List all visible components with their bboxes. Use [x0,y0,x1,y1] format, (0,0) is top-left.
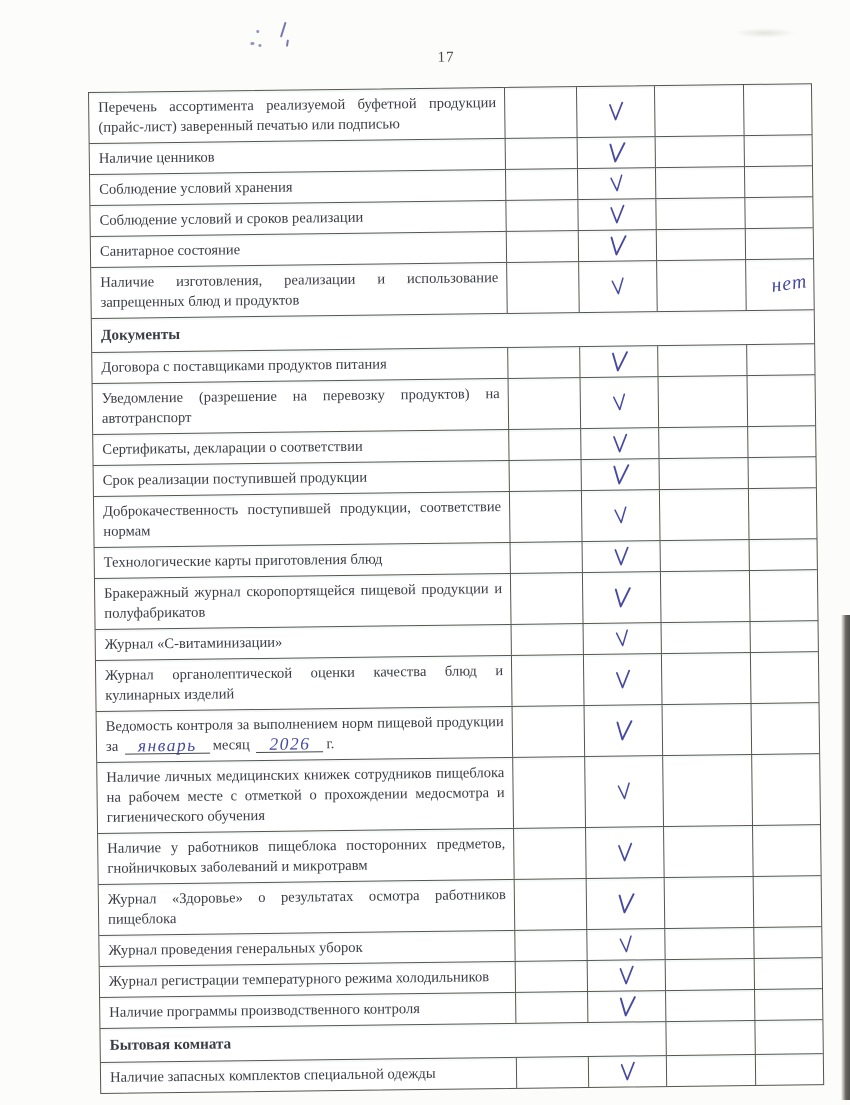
result-cell [505,200,577,231]
checklist-row [94,488,817,548]
checklist-row [93,375,816,435]
item-label [90,201,505,236]
result-cell [514,930,586,961]
ink-dot [258,44,261,47]
item-label-text: Журнал органолептической оценки качества блюд и кулинарных изделий [105,663,504,704]
scan-smudge [735,28,795,38]
checklist-row [99,876,822,936]
result-cell [504,87,577,138]
checkmark-icon [612,546,629,566]
check-cell [579,346,657,377]
note-cell [754,989,824,1020]
note-cell [752,825,823,876]
checkmark-icon [614,629,630,648]
item-label [94,492,510,547]
item-label [95,543,510,578]
item-label [100,962,515,997]
check-cell [587,960,665,991]
item-label [96,625,511,660]
item-label-text: Уведомление (разрешение на перевозку продуктов) на автотранспорт [101,386,500,427]
item-label [99,880,515,935]
note-cell [745,228,815,259]
result-cell [660,540,749,571]
checkmark-icon [607,101,624,121]
checkmark-icon [611,433,628,453]
checklist-row [97,754,820,834]
note-cell [744,166,814,197]
handwritten-month: январь [125,737,210,755]
ink-dot [250,42,254,45]
result-cell [656,229,745,260]
item-label-text: Наличие программы производственного контроля [109,1001,421,1021]
checklist-table [88,83,824,1094]
result-cell [664,928,753,959]
note-cell [744,197,814,228]
item-label-text: Договора с поставщиками продуктов питания [101,356,387,376]
item-label [101,1058,516,1093]
item-label-text: Наличие у работников пищеблока посторонних предметов, гнойничковых заболеваний и микротравм [107,836,506,877]
item-label [100,993,515,1028]
note-cell [750,621,820,652]
result-cell [665,959,754,990]
checklist-row [91,259,814,319]
checkmark-icon [616,782,632,801]
result-cell [658,376,748,427]
check-cell [580,377,659,428]
result-cell [511,624,583,655]
item-label-text: Соблюдение условий хранения [99,179,293,198]
item-label [97,758,513,833]
section-title: Документы [100,325,181,344]
result-cell [655,167,744,198]
check-cell [584,756,663,827]
result-cell [505,138,577,169]
note-cell [748,457,818,488]
result-cell [515,961,587,992]
result-cell [661,653,751,704]
result-cell [659,458,748,489]
note-cell [749,570,820,621]
item-label [94,461,509,496]
page-number: 17 [437,49,455,66]
checkmark-icon [611,393,627,412]
note-cell [754,958,824,989]
item-label-text: Доброкачественность поступившей продукции, соответствие нормам [103,499,502,540]
item-label-text: Журнал регистрации температурного режима холодильников [108,969,490,990]
checkmark-icon [613,506,629,525]
item-label [89,88,505,143]
item-label-text: Наличие ценников [98,149,215,167]
checkmark-icon [619,1061,636,1081]
note-cell [751,703,822,754]
ink-stroke [286,40,289,47]
empty-cell [665,1021,754,1055]
note-cell [743,84,814,135]
check-cell [583,623,661,654]
note-cell [751,754,822,825]
result-cell [512,757,585,828]
result-cell [656,260,746,311]
note-cell [746,344,816,375]
note-cell [753,876,824,927]
result-cell [516,1057,588,1088]
check-cell [578,230,656,261]
result-cell [665,990,754,1021]
item-label [99,931,514,966]
note-cell [749,539,819,570]
checkmark-icon [608,349,629,373]
result-cell [508,429,580,460]
result-cell [661,622,750,653]
result-cell [663,826,753,877]
check-cell [584,705,663,756]
item-label [97,707,513,762]
check-cell [577,168,655,199]
checklist-row [97,703,820,763]
note-cell [748,488,819,539]
checkmark-icon [618,965,635,985]
checkmark-icon [613,718,634,742]
result-cell [508,378,581,429]
result-cell [657,345,746,376]
result-cell [507,347,579,378]
result-cell [506,262,579,313]
item-label [93,430,508,465]
item-label-text: Сертификаты, декларации о соответствии [102,438,363,458]
checkmark-icon [616,842,633,862]
item-label-text: Бракеражный журнал скоропортящейся пищевой продукции и полуфабрикатов [104,581,503,622]
checkmark-icon [608,204,625,224]
fill-row-prefix: Ведомость контроля за выполнением норм пищевой продукции за [105,714,504,755]
item-label-text: Наличие запасных комплектов специальной одежды [109,1065,436,1086]
item-label [91,232,506,267]
checkmark-icon [615,891,636,915]
result-cell [654,85,744,136]
fill-row-suffix: г. [326,736,335,753]
result-cell [515,992,587,1023]
item-label [93,379,509,434]
ink-stroke [280,22,287,38]
checklist-row [96,652,819,712]
note-cell [745,259,816,310]
ink-dot [256,30,259,33]
check-cell [585,827,664,878]
note-cell [755,1054,825,1085]
empty-cell [754,1020,824,1054]
handwritten-note: нет [769,269,809,297]
item-label [91,263,507,318]
item-label-text: Журнал «Здоровье» о результатах осмотра работников пищеблока [107,887,506,928]
item-label [90,170,505,205]
check-cell [580,428,658,459]
note-cell [747,426,817,457]
result-cell [505,169,577,200]
result-cell [506,231,578,262]
checkmark-icon [610,462,631,486]
checkmark-icon [614,669,631,689]
item-label-text: Срок реализации поступившей продукции [102,469,368,489]
result-cell [666,1055,755,1086]
check-cell [578,261,657,312]
result-cell [659,489,749,540]
item-label-text: Технологические карты приготовления блюд [103,551,383,571]
section-title: Бытовая комната [109,1034,232,1054]
handwritten-year: 2026 [256,735,323,753]
item-label-text: Журнал «С-витаминизации» [104,634,283,653]
item-label-text: Журнал проведения генеральных уборок [108,939,363,959]
item-label [90,139,505,174]
scan-edge-shadow [841,615,850,1100]
result-cell [662,755,752,826]
item-label-text [106,712,504,757]
note-cell [753,927,823,958]
item-label-text: Санитарное состояние [99,242,241,260]
result-cell [662,704,752,755]
check-cell [582,541,660,572]
check-cell [576,86,655,137]
item-label [92,348,507,383]
item-label-text: Наличие изготовления, реализации и использование запрещенных блюд и продуктов [100,270,499,311]
checkmark-icon [607,233,628,257]
result-cell [512,706,585,757]
result-cell [655,198,744,229]
checkmark-icon [609,174,625,193]
note-cell [747,375,818,426]
checkmark-icon [616,994,637,1018]
note-cell [744,135,814,166]
result-cell [510,573,583,624]
check-cell [583,654,662,705]
checklist-row [89,84,812,144]
result-cell [509,460,581,491]
check-cell [588,1056,666,1087]
item-label [98,829,514,884]
result-cell [660,571,750,622]
item-label-text: Перечень ассортимента реализуемой буфетной продукции (прайс-лист) заверенный печатью или подписью [98,95,497,136]
checkmark-icon [618,935,634,954]
item-label [95,574,511,629]
checklist-row [98,825,821,885]
note-cell [750,652,821,703]
check-cell [586,929,664,960]
check-cell [582,572,661,623]
result-cell [511,655,584,706]
checklist-row [95,570,818,630]
result-cell [664,877,754,928]
checkmark-icon [611,585,632,609]
result-cell [655,136,744,167]
result-cell [509,491,582,542]
stray-ink-mark [244,19,304,54]
result-cell [514,879,587,930]
checkmark-icon [606,140,627,164]
check-cell [586,878,665,929]
result-cell [513,828,586,879]
check-cell [581,459,659,490]
result-cell [510,542,582,573]
item-label-text: Наличие личных медицинских книжек сотрудников пищеблока на рабочем месте с отметкой о прохождении медосмотра и гигиенического обучения [106,765,505,826]
checkmark-icon [610,277,626,296]
result-cell [658,427,747,458]
check-cell [577,199,655,230]
item-label [96,656,512,711]
item-label-text: Соблюдение условий и сроков реализации [99,209,364,229]
check-cell [581,490,660,541]
check-cell [587,991,665,1022]
check-cell [577,137,655,168]
fill-row-mid: месяц [212,737,250,754]
